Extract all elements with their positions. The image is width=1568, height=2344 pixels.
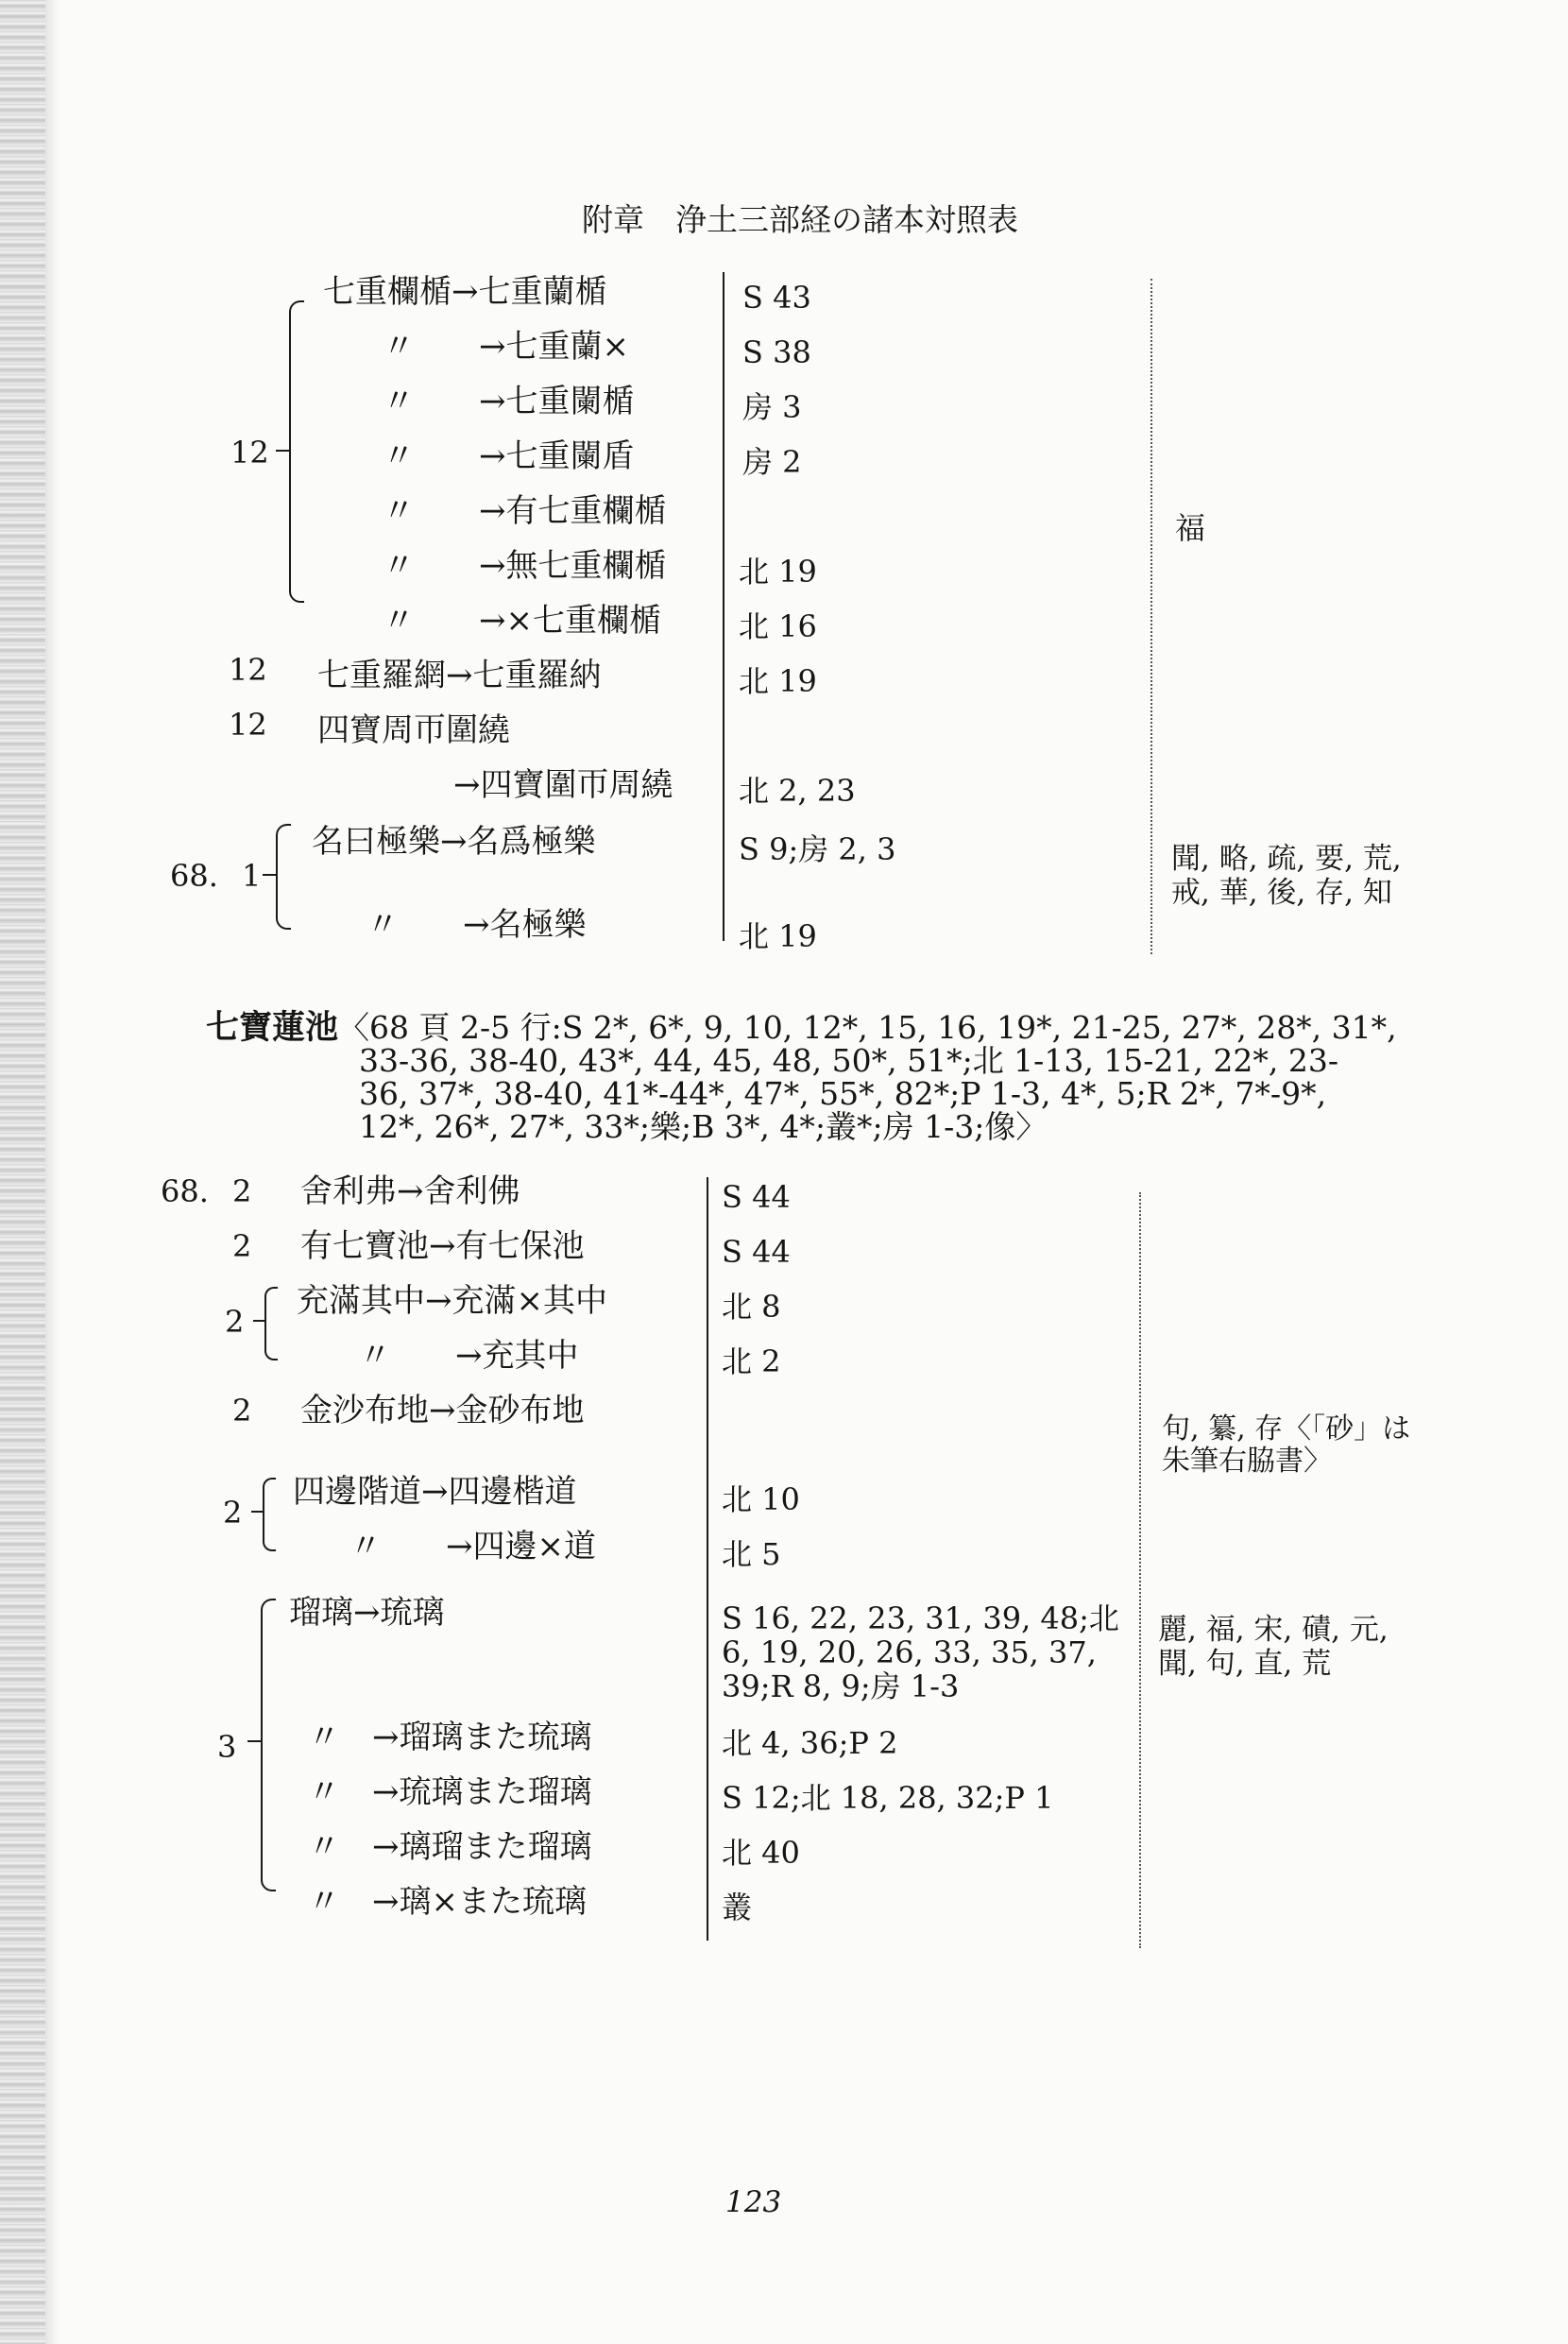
source-ref: 北 19 — [739, 554, 817, 590]
brace-2 — [263, 1478, 276, 1551]
source-ref: S 44 — [722, 1234, 791, 1270]
table-dotted-rule — [1150, 279, 1152, 954]
witness-note: 聞, 略, 疏, 要, 荒, — [1171, 842, 1402, 876]
page-line-ref: 68. — [170, 858, 218, 894]
reading-text: 舍利弗→舍利佛 — [300, 1172, 520, 1210]
reading-text: 七重羅網→七重羅納 — [317, 657, 602, 694]
reading-text: 〃 →充其中 — [359, 1337, 579, 1375]
source-ref: 北 10 — [722, 1481, 800, 1517]
witness-note: 句, 纂, 存〈「砂」は — [1162, 1412, 1411, 1446]
witness-note: 朱筆右脇書〉 — [1162, 1445, 1332, 1478]
witness-note: 麗, 福, 宋, 磧, 元, — [1158, 1613, 1389, 1647]
reading-text: 充滿其中→充滿×其中 — [297, 1282, 607, 1320]
source-ref: 房 2 — [742, 444, 802, 480]
reading-text: 名曰極樂→名爲極樂 — [312, 823, 596, 861]
source-ref: 北 19 — [739, 918, 817, 954]
section-range: 〈68 頁 2-5 行:S 2*, 6*, 9, 10, 12*, 15, 16, 19*, 21-25, 27*, 28*, 31*, — [338, 1009, 1397, 1046]
source-ref: S 12;北 18, 28, 32;P 1 — [722, 1780, 1054, 1816]
line-number: 2 — [232, 1228, 252, 1264]
table-dotted-rule — [1139, 1192, 1141, 1948]
source-ref: S 38 — [742, 334, 811, 370]
table-rule — [723, 272, 724, 941]
reading-text: 〃 →璃瑠また瑠璃 — [308, 1828, 592, 1866]
brace-tip — [253, 1320, 266, 1322]
line-number: 12 — [229, 707, 267, 743]
source-ref: S 43 — [742, 280, 811, 316]
reading-text: 〃 →名極樂 — [366, 906, 587, 944]
reading-text: 瑠璃→琉璃 — [289, 1594, 445, 1632]
source-ref: 叢 — [722, 1890, 753, 1925]
table-rule — [707, 1177, 708, 1941]
brace-tip — [251, 1511, 264, 1513]
source-ref: 北 5 — [722, 1536, 781, 1572]
reading-text: 〃 →有七重欄楯 — [383, 492, 667, 530]
line-number: 3 — [217, 1729, 237, 1765]
witness-note: 戒, 華, 後, 存, 知 — [1171, 876, 1392, 910]
line-number: 2 — [232, 1393, 252, 1429]
witness-note: 聞, 句, 直, 荒 — [1158, 1647, 1332, 1681]
brace-1 — [276, 824, 291, 930]
line-number: 2 — [232, 1173, 252, 1209]
reading-text: →四寶圍帀周繞 — [453, 766, 673, 804]
source-ref: 北 8 — [722, 1289, 781, 1325]
reading-text: 七重欄楯→七重蘭楯 — [323, 273, 607, 311]
brace-tip — [247, 1740, 261, 1742]
section-range-line: 36, 37*, 38-40, 41*-44*, 47*, 55*, 82*;P 1-3, 4*, 5;R 2*, 7*-9*, — [359, 1075, 1327, 1112]
section-heading — [206, 1008, 1397, 1047]
reading-text: 〃 →×七重欄楯 — [383, 602, 661, 640]
source-ref: 北 16 — [739, 608, 817, 644]
section-range-line: 33-36, 38-40, 43*, 44, 45, 48, 50*, 51*;北 1-13, 15-21, 22*, 23- — [359, 1042, 1339, 1079]
page-number: 123 — [725, 2185, 782, 2219]
reading-text: 四邊階道→四邊楷道 — [293, 1473, 577, 1511]
line-number: 2 — [225, 1304, 245, 1340]
source-ref: 北 4, 36;P 2 — [722, 1725, 898, 1761]
source-ref: 房 3 — [742, 389, 802, 425]
reading-text: 金沙布地→金砂布地 — [300, 1392, 585, 1429]
reading-text: 有七寶池→有七保池 — [300, 1227, 585, 1265]
brace-tip — [276, 450, 289, 452]
source-ref: 北 2, 23 — [739, 773, 856, 809]
source-ref: 北 19 — [739, 663, 817, 699]
page-line-ref: 68. — [161, 1173, 209, 1209]
source-ref: 北 2 — [722, 1343, 781, 1379]
section-title: 七寶蓮池 — [206, 1008, 339, 1047]
line-number: 12 — [230, 435, 269, 471]
reading-text: 〃 →七重闌盾 — [383, 437, 635, 475]
brace-3 — [261, 1599, 276, 1891]
brace-12 — [289, 300, 304, 603]
source-ref: 39;R 8, 9;房 1-3 — [722, 1668, 960, 1704]
reading-text: 〃 →四邊×道 — [349, 1528, 596, 1566]
reading-text: 四寶周帀圍繞 — [317, 711, 510, 749]
running-header: 附章 浄土三部経の諸本対照表 — [582, 201, 1018, 238]
line-number: 2 — [223, 1495, 243, 1531]
reading-text: 〃 →七重闌楯 — [383, 383, 635, 420]
reading-text: 〃 →琉璃また瑠璃 — [308, 1773, 592, 1811]
source-ref: 6, 19, 20, 26, 33, 35, 37, — [722, 1634, 1097, 1670]
brace-2 — [264, 1287, 278, 1360]
reading-text: 〃 →無七重欄楯 — [383, 547, 667, 585]
line-number: 12 — [229, 652, 267, 688]
source-ref: S 16, 22, 23, 31, 39, 48;北 — [722, 1600, 1119, 1636]
source-ref: S 9;房 2, 3 — [739, 831, 896, 867]
brace-tip — [263, 874, 276, 876]
section-range-line: 12*, 26*, 27*, 33*;樂;B 3*, 4*;叢*;房 1-3;像〉 — [359, 1108, 1048, 1145]
reading-text: 〃 →瑠璃また琉璃 — [308, 1719, 592, 1756]
reading-text: 〃 →七重蘭× — [383, 328, 629, 366]
scan-edge-shadow — [0, 0, 45, 2344]
source-ref: S 44 — [722, 1179, 791, 1215]
line-number: 1 — [242, 858, 262, 894]
scan-edge-fade — [45, 0, 59, 2344]
witness-note: 福 — [1175, 510, 1206, 546]
reading-text: 〃 →璃×また琉璃 — [308, 1883, 587, 1921]
source-ref: 北 40 — [722, 1835, 800, 1871]
